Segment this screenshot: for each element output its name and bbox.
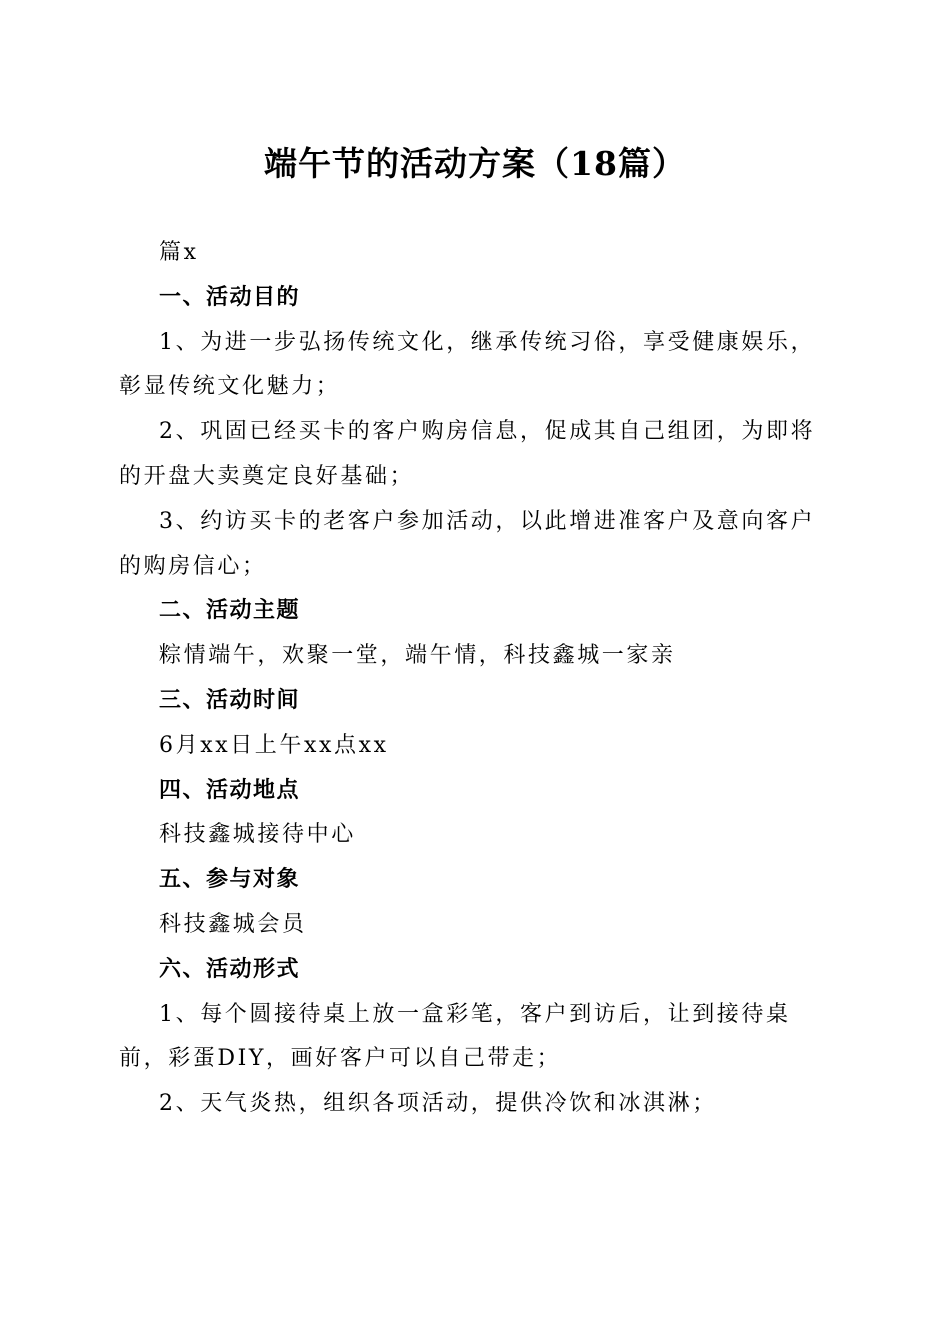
section-heading-participants: 五、参与对象 <box>159 867 301 893</box>
chapter-label: 篇x <box>159 240 199 265</box>
document-title: 端午节的活动方案（18篇） <box>264 144 686 183</box>
paragraph: 科技鑫城会员 <box>159 911 307 937</box>
paragraph: 3、约访买卡的老客户参加活动，以此增进准客户及意向客户的购房信心； <box>119 508 816 579</box>
section-heading-time: 三、活动时间 <box>159 687 301 713</box>
section-heading-location: 四、活动地点 <box>159 777 301 803</box>
paragraph: 粽情端午，欢聚一堂，端午情，科技鑫城一家亲 <box>159 643 676 669</box>
paragraph: 2、巩固已经买卡的客户购房信息，促成其自己组团，为即将的开盘大卖奠定良好基础； <box>119 419 816 489</box>
section-heading-purpose: 一、活动目的 <box>159 284 301 310</box>
paragraph: 2、天气炎热，组织各项活动，提供冷饮和冰淇淋； <box>159 1091 717 1117</box>
section-heading-format: 六、活动形式 <box>159 956 301 982</box>
document-body <box>119 231 839 1127</box>
paragraph: 1、每个圆接待桌上放一盒彩笔，客户到访后，让到接待桌前，彩蛋DIY，画好客户可以自己带走； <box>119 1001 791 1072</box>
paragraph: 科技鑫城接待中心 <box>159 822 356 848</box>
section-heading-theme: 二、活动主题 <box>159 598 301 624</box>
paragraph: 1、为进一步弘扬传统文化，继承传统习俗，享受健康娱乐，彰显传统文化魅力； <box>119 329 816 400</box>
paragraph: 6月xx日上午xx点xx <box>159 732 389 758</box>
